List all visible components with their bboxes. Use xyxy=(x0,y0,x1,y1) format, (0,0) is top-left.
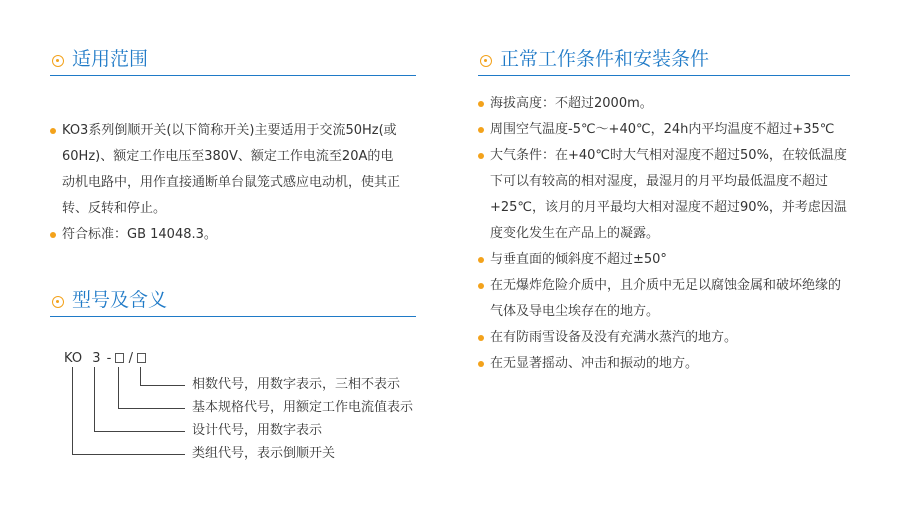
bracket-line xyxy=(72,454,185,455)
list-item: 大气条件：在+40℃时大气相对湿度不超过50%，在较低温度下可以有较高的相对湿度，最湿月的月平均最低温度不超过+25℃，该月的月平最均大相对湿度不超过90%，并考虑因温度变化发生在产品上的凝露。 xyxy=(478,143,852,247)
dot-bullet-icon xyxy=(478,361,484,367)
legend-label: 相数代号，用数字表示，三相不表示 xyxy=(192,377,401,392)
dot-bullet-icon xyxy=(478,153,484,159)
dot-bullet-icon xyxy=(50,232,56,238)
dot-bullet-icon xyxy=(50,128,56,134)
dot-bullet-icon xyxy=(478,335,484,341)
legend-label: 设计代号，用数字表示 xyxy=(192,423,323,438)
dot-bullet-icon xyxy=(478,101,484,107)
model-code: KO 3 - / xyxy=(64,350,146,368)
dot-bullet-icon xyxy=(478,127,484,133)
model-title: 型号及含义 xyxy=(72,289,168,311)
placeholder-box-icon xyxy=(115,353,124,363)
dot-bullet-icon xyxy=(478,283,484,289)
list-item: 在无爆炸危险介质中，且介质中无足以腐蚀金属和破坏绝缘的气体及导电尘埃存在的地方。 xyxy=(478,273,852,325)
scope-heading xyxy=(50,49,416,76)
bracket-line xyxy=(140,367,141,385)
list-item: 周围空气温度-5℃～+40℃，24h内平均温度不超过+35℃ xyxy=(478,117,852,143)
conditions-title: 正常工作条件和安装条件 xyxy=(500,48,710,70)
bracket-line xyxy=(118,408,185,409)
scope-list xyxy=(50,118,400,248)
list-item: 与垂直面的倾斜度不超过±50° xyxy=(478,247,852,273)
circle-target-icon xyxy=(52,296,64,308)
list-item: 海拔高度：不超过2000m。 xyxy=(478,91,852,117)
legend-label: 基本规格代号，用额定工作电流值表示 xyxy=(192,400,414,415)
bracket-line xyxy=(118,367,119,408)
list-item: 符合标准：GB 14048.3。 xyxy=(50,222,400,248)
bracket-line xyxy=(72,367,73,454)
dot-bullet-icon xyxy=(478,257,484,263)
bracket-line xyxy=(94,431,185,432)
list-item: 在有防雨雪设备及没有充满水蒸汽的地方。 xyxy=(478,325,852,351)
model-heading xyxy=(50,290,416,317)
circle-target-icon xyxy=(480,55,492,67)
bracket-line xyxy=(140,385,185,386)
legend-label: 类组代号，表示倒顺开关 xyxy=(192,446,336,461)
circle-target-icon xyxy=(52,55,64,67)
bracket-line xyxy=(94,367,95,431)
conditions-list xyxy=(478,91,852,377)
scope-title: 适用范围 xyxy=(72,48,149,70)
placeholder-box-icon xyxy=(137,353,146,363)
list-item: KO3系列倒顺开关(以下简称开关)主要适用于交流50Hz(或60Hz)、额定工作电压至380V、额定工作电流至20A的电动机电路中，用作直接通断单台鼠笼式感应电动机，使其正转、反转和停止。 xyxy=(50,118,400,222)
conditions-heading xyxy=(478,49,850,76)
list-item: 在无显著摇动、冲击和振动的地方。 xyxy=(478,351,852,377)
